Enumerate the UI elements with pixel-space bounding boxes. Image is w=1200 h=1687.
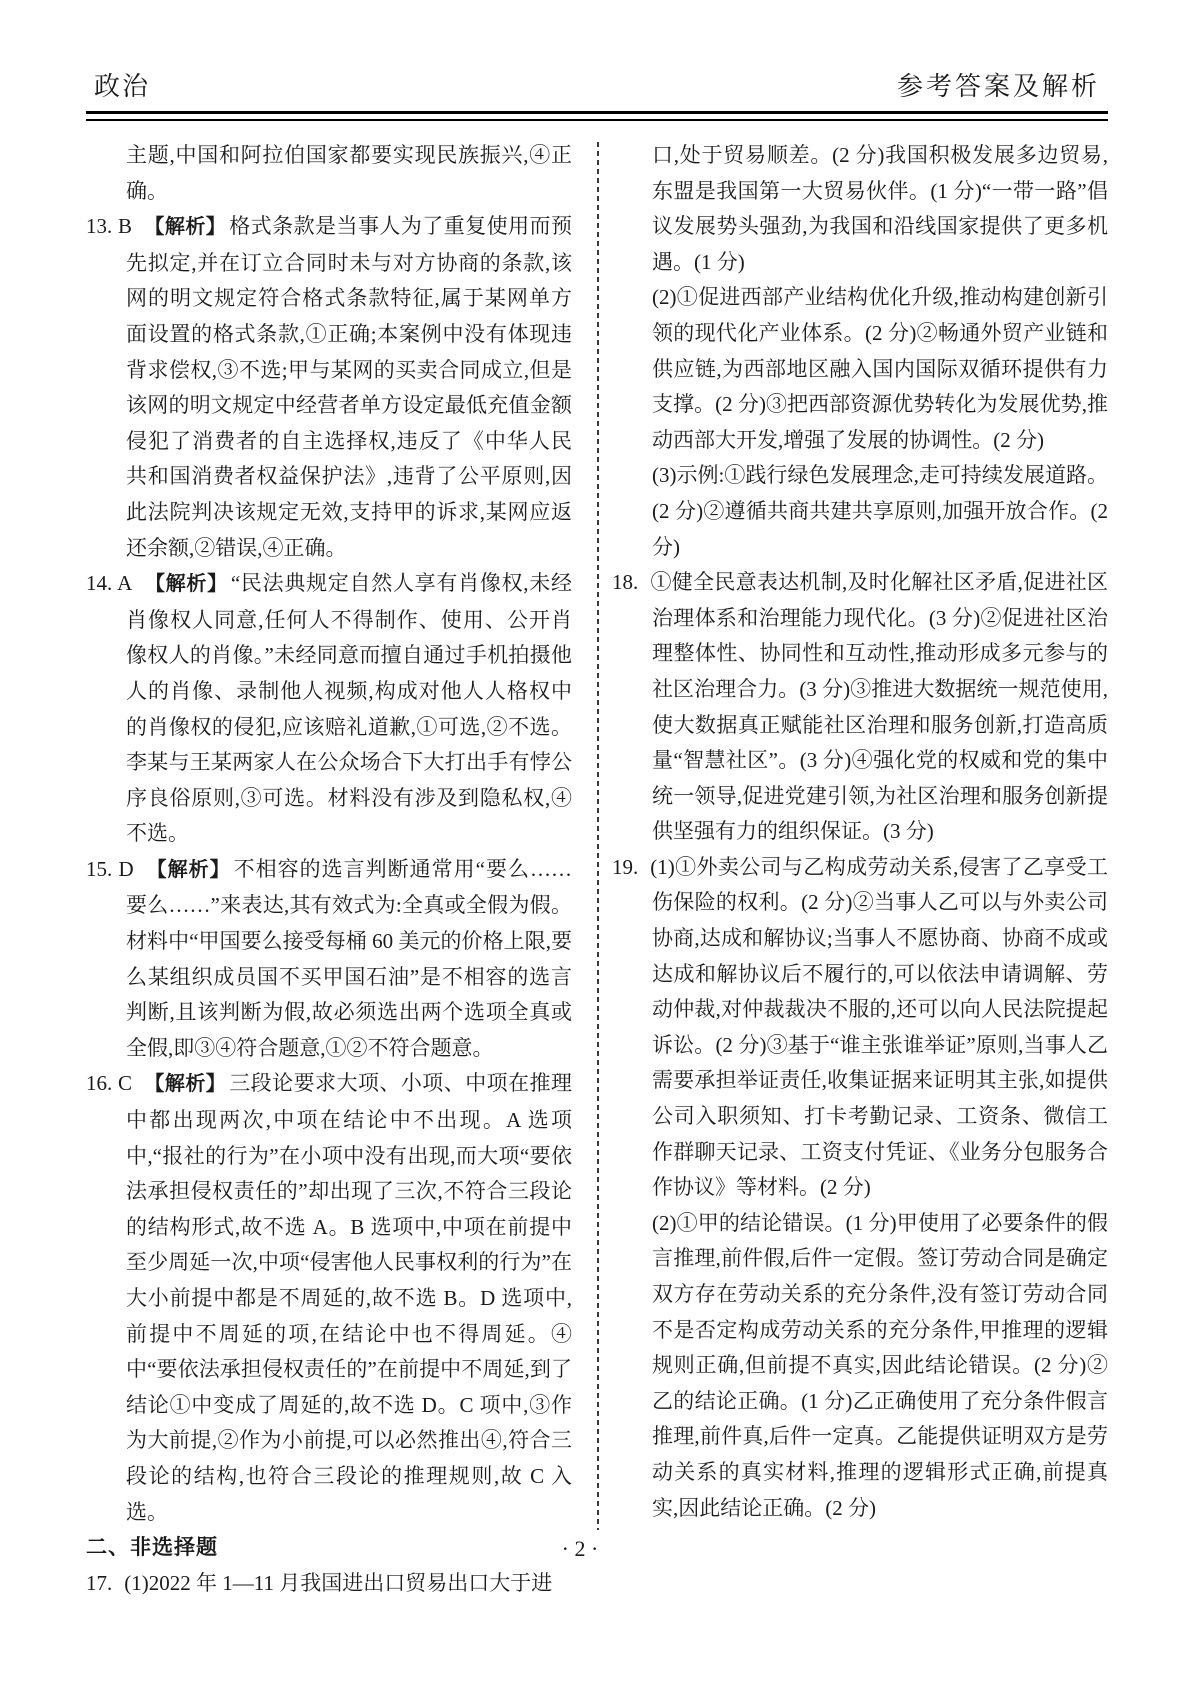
header-title: 参考答案及解析	[896, 72, 1100, 101]
answer-item-16	[86, 1066, 572, 1530]
item-number: 17.	[86, 1570, 113, 1595]
analysis-tag: 【解析】	[143, 1073, 227, 1096]
item-17-continuation-2: (2)①促进西部产业结构优化升级,推动构建创新引领的现代化产业体系。(2 分)②畅通外贸产业链和供应链,为西部地区融入国内国际双循环提供有力支撑。(2 分)③把西部资源优势转化为发展优势,推动西部大开发,增强了发展的协调性。(2 分)	[652, 285, 1108, 452]
page-header	[94, 70, 1100, 104]
analysis-tag: 【解析】	[145, 858, 231, 881]
item-number: 16. C	[86, 1071, 132, 1096]
item-17-continuation-1: 口,处于贸易顺差。(2 分)我国积极发展多边贸易,东盟是我国第一大贸易伙伴。(1 分)“一带一路”倡议发展势头强劲,为我国和沿线国家提供了更多机遇。(1 分)	[652, 143, 1108, 274]
answer-item-14	[86, 566, 572, 852]
item-text: “民法典规定自然人享有肖像权,未经肖像权人同意,任何人不得制作、使用、公开肖像权人的肖像。”未经同意而擅自通过手机拍摄他人的肖像、录制他人视频,构成对他人人格权中的肖像权的侵犯,应该赔礼道歉,①可选,②不选。李某与王某两家人在公众场合下大打出手有悖公序良俗原则,③可选。材料没有涉及到隐私权,④不选。	[126, 571, 572, 846]
right-column	[612, 138, 1108, 1526]
answer-item-13	[86, 209, 572, 566]
page-number: · 2 ·	[561, 1536, 599, 1561]
item-text: (1)2022 年 1—11 月我国进出口贸易出口大于进	[124, 1570, 553, 1595]
analysis-tag: 【解析】	[143, 216, 227, 239]
item-text: 三段论要求大项、小项、中项在推理中都出现两次,中项在结论中不出现。A 选项中,“报社的行为”在小项中没有出现,而大项“要依法承担侵权责任的”却出现了三次,不符合三段论的结构形式,故不选 A。B 选项中,中项在前提中至少周延一次,中项“侵害他人民事权利的行为”在大小前提中都是不周延的,故不选 B。D 选项中,前提中不周延的项,在结论中也不得周延。④中“要依法承担侵权责任的”在前提中不周延,到了结论①中变成了周延的,故不选 D。C 项中,③作为大前提,②作为小前提,可以必然推出④,符合三段论的结构,也符合三段论的推理规则,故 C 入选。	[126, 1071, 573, 1524]
item-text: ①健全民意表达机制,及时化解社区矛盾,促进社区治理体系和治理能力现代化。(3 分)②促进社区治理整体性、协同性和互动性,推动形成多元参与的社区治理合力。(3 分)③推进大数据统一规范使用,使大数据真正赋能社区治理和服务创新,打造高质量“智慧社区”。(3 分)④强化党的权威和党的集中统一领导,促进党建引领,为社区治理和服务创新提供坚强有力的组织保证。(3 分)	[650, 570, 1108, 844]
answer-item-15	[86, 852, 572, 1067]
item-number: 18.	[612, 570, 639, 595]
answer-item-19-part2: (2)①甲的结论错误。(1 分)甲使用了必要条件的假言推理,前件假,后件一定假。签订劳动合同是确定双方存在劳动关系的充分条件,没有签订劳动合同不是否定构成劳动关系的充分条件,甲推理的逻辑规则正确,但前提不真实,因此结论错误。(2 分)②乙的结论正确。(1 分)乙正确使用了充分条件假言推理,前件真,后件一定真。乙能提供证明双方是劳动关系的真实材料,推理的逻辑形式正确,前提真实,因此结论正确。(2 分)	[652, 1210, 1108, 1520]
answer-item-17	[86, 1566, 572, 1602]
item-number: 14. A	[86, 571, 133, 596]
left-column	[86, 138, 572, 1601]
header-subject: 政治	[94, 72, 151, 101]
item-12-continuation: 主题,中国和阿拉伯国家都要实现民族振兴,④正确。	[126, 143, 572, 203]
analysis-tag: 【解析】	[144, 573, 228, 596]
answer-item-19	[612, 850, 1108, 1206]
item-text: 不相容的选言判断通常用“要么……要么……”来表达,其有效式为:全真或全假为假。材料中“甲国要么接受每桶 60 美元的价格上限,要么某组织成员国不买甲国石油”是不相容的选言判断,且该判断为假,故必须选出两个选项全真或全假,即③④符合题意,①②不符合题意。	[126, 856, 572, 1060]
section-heading-non-choice: 二、非选择题	[86, 1536, 218, 1560]
item-17-continuation-3: (3)示例:①践行绿色发展理念,走可持续发展道路。(2 分)②遵循共商共建共享原则,加强开放合作。(2 分)	[652, 463, 1108, 559]
item-number: 13. B	[86, 214, 132, 239]
header-double-rule	[86, 111, 1108, 121]
item-text: (1)①外卖公司与乙构成劳动关系,侵害了乙享受工伤保险的权利。(2 分)②当事人乙可以与外卖公司协商,达成和解协议;当事人不愿协商、协商不成或达成和解协议后不履行的,可以依法申请调解、劳动仲裁,对仲裁裁决不服的,还可以向人民法院提起诉讼。(2 分)③基于“谁主张谁举证”原则,当事人乙需要承担举证责任,收集证据来证明其主张,如提供公司入职须知、打卡考勤记录、工资条、微信工作群聊天记录、工资支付凭证、《业务分包服务合作协议》等材料。(2 分)	[650, 854, 1108, 1200]
answer-item-18	[612, 565, 1108, 850]
item-number: 19.	[612, 854, 639, 879]
item-number: 15. D	[86, 856, 134, 881]
column-divider	[597, 142, 599, 1530]
item-text: 格式条款是当事人为了重复使用而预先拟定,并在订立合同时未与对方协商的条款,该网的明文规定符合格式条款特征,属于某网单方面设置的格式条款,①正确;本案例中没有体现违背求偿权,③不选;甲与某网的买卖合同成立,但是该网的明文规定中经营者单方设定最低充值金额侵犯了消费者的自主选择权,违反了《中华人民共和国消费者权益保护法》,违背了公平原则,因此法院判决该规定无效,支持甲的诉求,某网应返还余额,②错误,④正确。	[126, 214, 573, 560]
